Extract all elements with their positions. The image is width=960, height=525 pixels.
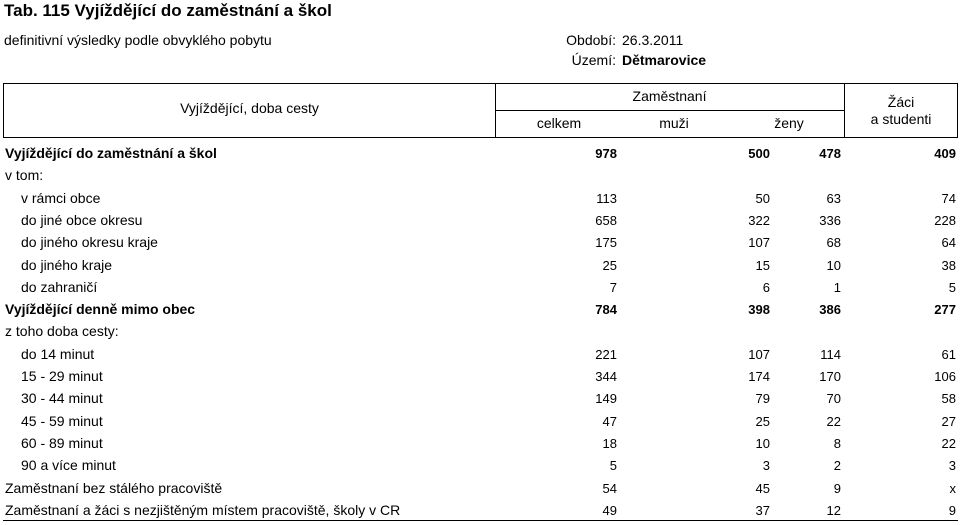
value-women: 9 (833, 480, 841, 496)
value-men: 10 (755, 435, 770, 451)
table-row (3, 432, 958, 454)
value-total: 5 (609, 458, 617, 474)
table-title: Tab. 115 Vyjíždějící do zaměstnání a škol (4, 1, 332, 20)
row-label: do jiného okresu kraje (21, 234, 158, 251)
value-men: 107 (748, 346, 770, 362)
value-women: 12 (826, 502, 841, 518)
value-total: 25 (602, 257, 617, 273)
row-label: 45 - 59 minut (21, 412, 103, 429)
row-label: do 14 minut (21, 345, 95, 362)
value-total: 113 (596, 190, 617, 206)
row-label: v tom: (5, 167, 44, 184)
value-men: 37 (755, 502, 770, 518)
table-row (3, 387, 958, 409)
table-row (3, 477, 958, 499)
value-students: 106 (934, 369, 956, 384)
header-group-underline (495, 110, 844, 111)
value-total: 54 (602, 480, 617, 496)
table-row (3, 231, 958, 253)
table-subtitle: definitivní výsledky podle obvyklého pobytu (4, 32, 272, 48)
value-total: 18 (602, 435, 617, 451)
value-women: 1 (833, 279, 841, 295)
row-label: z toho doba cesty: (5, 323, 119, 340)
value-men: 322 (748, 212, 770, 228)
value-total: 7 (609, 279, 617, 295)
row-label: 90 a více minut (21, 457, 116, 474)
value-women: 386 (819, 302, 841, 318)
value-men: 107 (748, 235, 770, 251)
row-label: Zaměstnaní a žáci s nezjištěným místem pracoviště, školy v CR (5, 501, 401, 518)
value-students: 277 (934, 302, 956, 318)
value-students: 64 (941, 235, 956, 251)
table-row (3, 320, 958, 342)
value-students: 409 (934, 146, 956, 161)
row-label: v rámci obce (21, 189, 101, 206)
table-row (3, 454, 958, 476)
value-women: 478 (819, 146, 841, 161)
value-total: 47 (602, 413, 617, 429)
value-women: 70 (826, 391, 841, 407)
value-students: 228 (934, 212, 956, 228)
table-row (3, 499, 958, 521)
row-label: 30 - 44 minut (21, 390, 103, 407)
period-info (558, 32, 683, 48)
value-total: 221 (595, 346, 617, 362)
value-women: 336 (819, 212, 841, 228)
area-label: Území: (571, 52, 616, 68)
row-label: Vyjíždějící do zaměstnání a škol (5, 145, 217, 161)
col-women-label: ženy (774, 115, 804, 131)
table-header (3, 83, 958, 138)
row-label: do jiného kraje (21, 256, 113, 273)
value-total: 175 (595, 235, 617, 251)
col-students-label-2: a studenti (870, 111, 932, 127)
row-label: do jiné obce okresu (21, 211, 143, 228)
value-women: 8 (833, 435, 841, 451)
value-men: 174 (748, 369, 770, 384)
value-students: 5 (948, 279, 956, 295)
value-men: 398 (748, 302, 770, 318)
value-men: 25 (755, 413, 770, 429)
table-row (3, 276, 958, 298)
value-women: 63 (826, 190, 841, 206)
row-label: Zaměstnaní bez stálého pracoviště (5, 479, 223, 496)
table-row (3, 142, 958, 164)
value-total: 978 (595, 146, 617, 161)
table-row (3, 365, 958, 387)
area-value: Dětmarovice (622, 52, 707, 68)
value-total: 784 (595, 302, 617, 318)
col-total-label: celkem (536, 115, 582, 131)
table-row (3, 164, 958, 186)
value-women: 170 (819, 369, 841, 384)
value-women: 114 (820, 346, 841, 362)
value-students: 74 (941, 190, 956, 206)
row-label: Vyjíždějící denně mimo obec (5, 301, 196, 318)
value-men: 6 (762, 279, 770, 295)
row-header-label: Vyjíždějící, doba cesty (180, 100, 319, 116)
row-label: 15 - 29 minut (21, 368, 103, 384)
value-women: 10 (826, 257, 841, 273)
employed-group-label: Zaměstnaní (632, 88, 707, 104)
area-info (558, 52, 706, 68)
value-total: 344 (595, 369, 617, 384)
value-men: 79 (755, 391, 770, 407)
value-students: 3 (948, 458, 956, 474)
table-row (3, 187, 958, 209)
value-students: 9 (948, 502, 956, 518)
value-men: 500 (748, 146, 770, 161)
value-students: 58 (941, 391, 956, 407)
period-label: Období: (566, 32, 616, 48)
table-row (3, 254, 958, 276)
value-men: 3 (762, 458, 770, 474)
table-row (3, 209, 958, 231)
table-bottom-border (3, 520, 958, 521)
value-men: 45 (755, 480, 770, 496)
value-total: 149 (595, 391, 617, 407)
value-women: 22 (826, 413, 841, 429)
value-men: 15 (755, 257, 770, 273)
row-label: 60 - 89 minut (21, 434, 103, 451)
value-students: 38 (941, 257, 956, 273)
table-row (3, 298, 958, 320)
value-students: 61 (941, 346, 956, 362)
value-men: 50 (755, 190, 770, 206)
value-women: 68 (826, 235, 841, 251)
value-students: x (949, 480, 956, 496)
col-students-label-1: Žáci (887, 94, 915, 110)
value-women: 2 (833, 458, 841, 474)
value-total: 658 (595, 212, 617, 228)
period-value: 26.3.2011 (622, 32, 684, 48)
value-students: 27 (941, 413, 956, 429)
row-label: do zahraničí (21, 278, 98, 295)
value-students: 22 (941, 435, 956, 451)
table-row (3, 343, 958, 365)
table-row (3, 410, 958, 432)
col-men-label: muži (659, 115, 689, 131)
value-total: 49 (602, 502, 617, 518)
